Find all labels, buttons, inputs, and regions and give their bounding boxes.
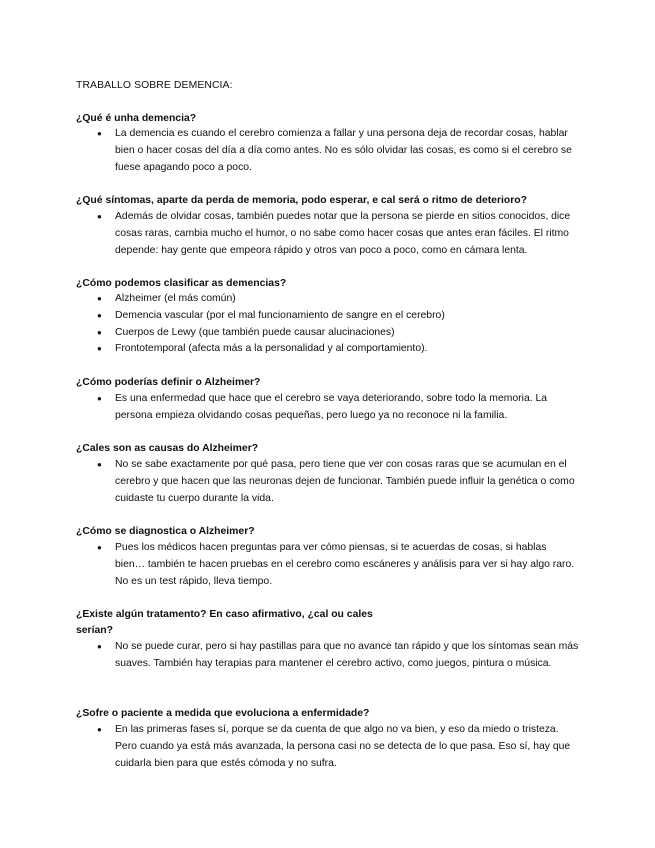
answer-item: ● Frontotemporal (afecta más a la personalidad y al comportamiento).	[97, 341, 579, 358]
question-heading: ¿Sofre o paciente a medida que evoluciona a enfermidade?	[76, 708, 370, 719]
answer-list	[97, 722, 579, 772]
answer-list	[97, 540, 579, 590]
answer-list	[97, 457, 579, 507]
answer-list	[97, 291, 579, 358]
answer-list	[97, 639, 579, 673]
question-heading: ¿Qué é unha demencia?	[76, 113, 197, 124]
answer-item: ● No se sabe exactamente por qué pasa, pero tiene que ver con cosas raras que se acumulan en el cerebro y que hacen que las neuronas dejen de funcionar. También puede influir la genética o como cuidaste tu cuerpo durante la vida.	[97, 457, 579, 507]
question-heading: ¿Cales son as causas do Alzheimer?	[76, 443, 259, 454]
question-heading: ¿Cómo podemos clasificar as demencias?	[76, 278, 287, 289]
answer-item: ● Alzheimer (el más común)	[97, 291, 579, 308]
answer-list	[97, 126, 579, 176]
answer-list	[97, 391, 579, 425]
question-heading: ¿Qué síntomas, aparte da perda de memoria, podo esperar, e cal será o ritmo de deterioro?	[76, 195, 527, 206]
answer-item: ● Pues los médicos hacen preguntas para ver cómo piensas, si te acuerdas de cosas, si hablas bien… también te hacen pruebas en el cerebro como escáneres y análisis para ver si hay algo raro. No es un test rápido, lleva tiempo.	[97, 540, 579, 590]
answer-item: ● Cuerpos de Lewy (que también puede causar alucinaciones)	[97, 325, 579, 342]
answer-list	[97, 209, 579, 259]
answer-item: ● Demencia vascular (por el mal funcionamiento de sangre en el cerebro)	[97, 308, 579, 325]
answer-item: ● Además de olvidar cosas, también puedes notar que la persona se pierde en sitios conocidos, dice cosas raras, cambia mucho el humor, o no sabe como hacer cosas que antes eran fáciles. El ritmo depende: hay gente que empeora rápido y otros van poco a poco, como en cámara lenta.	[97, 209, 579, 259]
question-heading: ¿Existe algún tratamento? En caso afirmativo, ¿cal ou cales serían?	[76, 609, 373, 636]
question-heading: ¿Cómo se diagnostica o Alzheimer?	[76, 526, 255, 537]
answer-item: ● Es una enfermedad que hace que el cerebro se vaya deteriorando, sobre todo la memoria. La persona empieza olvidando cosas pequeñas, pero luego ya no reconoce ni la familia.	[97, 391, 579, 425]
answer-item: ● En las primeras fases sí, porque se da cuenta de que algo no va bien, y eso da miedo o tristeza. Pero cuando ya está más avanzada, la persona casi no se detecta de lo que pasa. Eso sí, hay que cuidarla bien para que estés cómoda y no sufra.	[97, 722, 579, 772]
answer-item: ● La demencia es cuando el cerebro comienza a fallar y una persona deja de recordar cosas, hablar bien o hacer cosas del día a día como antes. No es sólo olvidar las cosas, es como si el cerebro se fuese apagando poco a poco.	[97, 126, 579, 176]
document-title: TRABALLO SOBRE DEMENCIA:	[76, 80, 233, 91]
question-heading: ¿Cómo poderías definir o Alzheimer?	[76, 377, 261, 388]
answer-item: ● No se puede curar, pero si hay pastillas para que no avance tan rápido y que los síntomas sean más suaves. También hay terapias para mantener el cerebro activo, como juegos, pintura o música.	[97, 639, 579, 673]
